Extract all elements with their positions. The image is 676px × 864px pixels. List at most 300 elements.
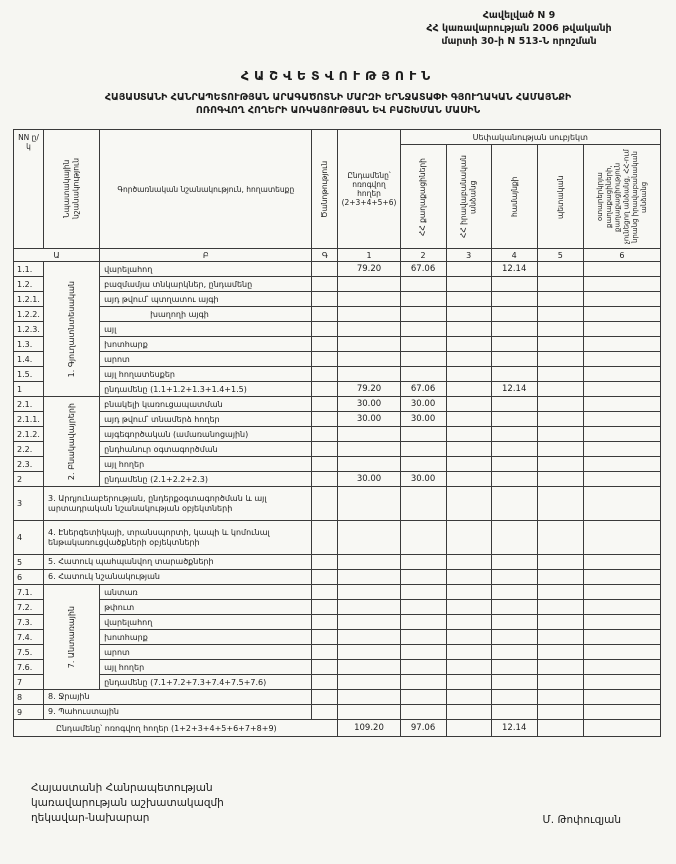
- value-legal-entities: [446, 705, 491, 720]
- value-legal-entities: [446, 397, 491, 412]
- value-legal-entities: [446, 277, 491, 292]
- value-foreign: [583, 427, 660, 442]
- value-total-irrigated: [338, 615, 400, 630]
- appendix-decree-year: ՀՀ կառավարության 2006 թվականի: [426, 22, 612, 34]
- value-total-irrigated: [338, 307, 400, 322]
- letter-col6: 6: [583, 249, 660, 262]
- value-state: [537, 585, 583, 600]
- row-label: խաղողի այգի: [100, 307, 312, 322]
- grand-total-row: [14, 720, 661, 737]
- value-state: [537, 630, 583, 645]
- table-row-2-1-2: [14, 427, 661, 442]
- value-foreign: [583, 292, 660, 307]
- note-cell: [312, 292, 338, 307]
- value-citizens: [400, 630, 446, 645]
- value-legal-entities: [446, 322, 491, 337]
- appendix-reference: [397, 10, 641, 48]
- value-community: [491, 397, 537, 412]
- value-state: [537, 292, 583, 307]
- value-total-irrigated: [338, 705, 400, 720]
- value-state: [537, 555, 583, 570]
- value-foreign: [583, 487, 660, 521]
- value-foreign: [583, 457, 660, 472]
- signatory-title: [31, 781, 224, 825]
- value-total-irrigated: 30.00: [338, 397, 400, 412]
- table-row-7: [14, 675, 661, 690]
- land-category-label-text: 7. Անտառային: [66, 606, 76, 669]
- row-label: խոտհարք: [100, 337, 312, 352]
- note-cell: [312, 382, 338, 397]
- value-community: [491, 690, 537, 705]
- value-citizens: [400, 570, 446, 585]
- value-total-irrigated: 79.20: [338, 382, 400, 397]
- table-row-2-1-1: [14, 412, 661, 427]
- value-legal-entities: [446, 337, 491, 352]
- value-foreign: [583, 412, 660, 427]
- value-legal-entities: [446, 600, 491, 615]
- value-citizens: [400, 322, 446, 337]
- value-state: [537, 427, 583, 442]
- table-row-1-2: [14, 277, 661, 292]
- value-citizens: [400, 645, 446, 660]
- header-community: [491, 145, 537, 249]
- note-cell: [312, 555, 338, 570]
- value-total-irrigated: [338, 645, 400, 660]
- header-state: [537, 145, 583, 249]
- value-total-irrigated: [338, 442, 400, 457]
- value-citizens: [400, 307, 446, 322]
- signature-block: [13, 781, 663, 825]
- header-citizens: [400, 145, 446, 249]
- row-number: 7.1.: [14, 585, 44, 600]
- row-label: այլ: [100, 322, 312, 337]
- value-legal-entities: [446, 675, 491, 690]
- value-foreign: [583, 660, 660, 675]
- letter-b: Բ: [100, 249, 312, 262]
- table-row-1: [14, 382, 661, 397]
- table-row-1-4: [14, 352, 661, 367]
- value-total-irrigated: 30.00: [338, 472, 400, 487]
- value-foreign: [583, 382, 660, 397]
- value-community: [491, 427, 537, 442]
- value-legal-entities: [446, 585, 491, 600]
- value-total-irrigated: [338, 555, 400, 570]
- row-number: 2.3.: [14, 457, 44, 472]
- note-cell: [312, 262, 338, 277]
- value-citizens: [400, 521, 446, 555]
- table-header: [14, 130, 661, 262]
- row-label: այգեգործական (ամառանոցային): [100, 427, 312, 442]
- value-state: [537, 367, 583, 382]
- row-label: ընդամենը (1.1+1.2+1.3+1.4+1.5): [100, 382, 312, 397]
- row-number: 1.2.1.: [14, 292, 44, 307]
- value-legal-entities: [446, 382, 491, 397]
- row-label: այլ հողատեսքեր: [100, 367, 312, 382]
- value-community: [491, 277, 537, 292]
- report-title-block: [13, 68, 663, 116]
- row-number: 7.2.: [14, 600, 44, 615]
- value-state: [537, 262, 583, 277]
- row-label: 9. Պահուստային: [44, 705, 312, 720]
- note-cell: [312, 322, 338, 337]
- value-legal-entities: [446, 262, 491, 277]
- value-citizens: [400, 442, 446, 457]
- row-label: այդ թվում՝ պտղատու այգի: [100, 292, 312, 307]
- value-total-irrigated: [338, 352, 400, 367]
- value-citizens: [400, 292, 446, 307]
- table-row-2-1: [14, 397, 661, 412]
- value-total-irrigated: 30.00: [338, 412, 400, 427]
- value-total-irrigated: 79.20: [338, 262, 400, 277]
- value-total-irrigated: [338, 690, 400, 705]
- value-state: [537, 457, 583, 472]
- value-citizens: [400, 660, 446, 675]
- value-state: [537, 412, 583, 427]
- table-row-2-3: [14, 457, 661, 472]
- note-cell: [312, 600, 338, 615]
- value-state: [537, 352, 583, 367]
- value-legal-entities: [446, 630, 491, 645]
- row-number: 3: [14, 487, 44, 521]
- header-row-main: [14, 130, 661, 145]
- header-row-letters: [14, 249, 661, 262]
- value-state: [537, 675, 583, 690]
- table-row-5: [14, 555, 661, 570]
- row-number: 1.2.3.: [14, 322, 44, 337]
- value-legal-entities: [446, 615, 491, 630]
- header-nn: NN ը/կ: [14, 130, 44, 249]
- row-label: արոտ: [100, 645, 312, 660]
- row-label: արոտ: [100, 352, 312, 367]
- value-total-irrigated: [338, 600, 400, 615]
- value-community: [491, 472, 537, 487]
- value-state: [537, 397, 583, 412]
- grand-total-community: 12.14: [491, 720, 537, 737]
- row-label: այլ հողեր: [100, 660, 312, 675]
- row-number: 7: [14, 675, 44, 690]
- header-foreign-text: օտարերկրյա քաղաքացիների, քաղաքացիություն չունեցող անձանց, ՀՀ-ում նրանց իրավաբանական անձանց: [595, 149, 648, 245]
- value-citizens: [400, 675, 446, 690]
- appendix-number: Հավելված N 9: [482, 10, 556, 21]
- letter-g: Գ: [312, 249, 338, 262]
- grand-total-state: [537, 720, 583, 737]
- table-row-1-2-3: [14, 322, 661, 337]
- note-cell: [312, 521, 338, 555]
- value-legal-entities: [446, 690, 491, 705]
- value-foreign: [583, 367, 660, 382]
- report-subtitle-subject: ՈՌՈԳՎՈՂ ՀՈՂԵՐԻ ԱՌԿԱՅՈՒԹՅԱՆ ԵՎ ԲԱՇԽՄԱՆ ՄԱՍԻՆ: [195, 105, 481, 117]
- value-state: [537, 382, 583, 397]
- value-state: [537, 442, 583, 457]
- value-community: [491, 705, 537, 720]
- header-community-text: համայնքի: [509, 176, 519, 218]
- header-citizens-text: ՀՀ քաղաքացիների: [418, 158, 428, 236]
- value-community: [491, 555, 537, 570]
- header-purpose-text: Նպատակային նշանակություն: [62, 158, 81, 220]
- row-label: բնակելի կառուցապատման: [100, 397, 312, 412]
- row-number: 7.4.: [14, 630, 44, 645]
- value-legal-entities: [446, 442, 491, 457]
- row-number: 1.2.: [14, 277, 44, 292]
- land-category-label: [44, 397, 100, 487]
- table-body: [14, 262, 661, 720]
- note-cell: [312, 412, 338, 427]
- value-citizens: 30.00: [400, 412, 446, 427]
- signatory-title-line3: ղեկավար-նախարար: [31, 811, 150, 824]
- value-legal-entities: [446, 660, 491, 675]
- value-total-irrigated: [338, 277, 400, 292]
- note-cell: [312, 457, 338, 472]
- note-cell: [312, 705, 338, 720]
- table-footer: [14, 720, 661, 737]
- value-total-irrigated: [338, 521, 400, 555]
- value-citizens: 30.00: [400, 397, 446, 412]
- row-label: անտառ: [100, 585, 312, 600]
- row-label: 4. Էներգետիկայի, տրանսպորտի, կապի և կոմունալ ենթակառուցվածքների օբյեկտների: [44, 521, 312, 555]
- note-cell: [312, 615, 338, 630]
- row-label: վարելահող: [100, 615, 312, 630]
- value-foreign: [583, 521, 660, 555]
- note-cell: [312, 397, 338, 412]
- value-citizens: 30.00: [400, 472, 446, 487]
- value-community: [491, 322, 537, 337]
- value-total-irrigated: [338, 322, 400, 337]
- value-total-irrigated: [338, 660, 400, 675]
- row-number: 8: [14, 690, 44, 705]
- value-foreign: [583, 322, 660, 337]
- table-row-7-1: [14, 585, 661, 600]
- table-row-3: [14, 487, 661, 521]
- row-label: այլ հողեր: [100, 457, 312, 472]
- value-state: [537, 600, 583, 615]
- value-citizens: 67.06: [400, 382, 446, 397]
- note-cell: [312, 585, 338, 600]
- table-row-7-3: [14, 615, 661, 630]
- value-total-irrigated: [338, 337, 400, 352]
- value-legal-entities: [446, 457, 491, 472]
- row-label: վարելահող: [100, 262, 312, 277]
- value-state: [537, 521, 583, 555]
- table-row-9: [14, 705, 661, 720]
- value-citizens: 67.06: [400, 262, 446, 277]
- value-citizens: [400, 615, 446, 630]
- table-row-1-2-2: [14, 307, 661, 322]
- note-cell: [312, 645, 338, 660]
- value-state: [537, 660, 583, 675]
- value-citizens: [400, 600, 446, 615]
- value-community: 12.14: [491, 382, 537, 397]
- row-label: ընդամենը (7.1+7.2+7.3+7.4+7.5+7.6): [100, 675, 312, 690]
- value-community: [491, 412, 537, 427]
- value-legal-entities: [446, 555, 491, 570]
- value-state: [537, 645, 583, 660]
- letter-col4: 4: [491, 249, 537, 262]
- header-ownership-group: Սեփականության սուբյեկտ: [400, 130, 660, 145]
- value-legal-entities: [446, 367, 491, 382]
- table-row-7-2: [14, 600, 661, 615]
- irrigated-lands-table: [13, 129, 661, 737]
- row-number: 1: [14, 382, 44, 397]
- row-number: 7.6.: [14, 660, 44, 675]
- value-state: [537, 472, 583, 487]
- value-citizens: [400, 705, 446, 720]
- row-number: 1.4.: [14, 352, 44, 367]
- value-state: [537, 705, 583, 720]
- value-community: [491, 660, 537, 675]
- report-subtitle-community: ՀԱՅԱՍՏԱՆԻ ՀԱՆՐԱՊԵՏՈՒԹՅԱՆ ԱՐԱԳԱԾՈՏՆԻ ՄԱՐԶԻ ԵՐՆՋԱՏԱՓԻ ԳՅՈՒՂԱԿԱՆ ՀԱՄԱՅՆՔԻ: [104, 92, 572, 104]
- row-number: 5: [14, 555, 44, 570]
- grand-total-irrigated: 109.20: [338, 720, 400, 737]
- value-legal-entities: [446, 307, 491, 322]
- value-community: [491, 457, 537, 472]
- value-community: [491, 487, 537, 521]
- table-row-7-4: [14, 630, 661, 645]
- value-state: [537, 307, 583, 322]
- value-foreign: [583, 690, 660, 705]
- row-number: 1.2.2.: [14, 307, 44, 322]
- value-community: [491, 630, 537, 645]
- value-total-irrigated: [338, 367, 400, 382]
- row-label: 6. Հատուկ նշանակության: [44, 570, 312, 585]
- row-label: բազմամյա տնկարկներ, ընդամենը: [100, 277, 312, 292]
- value-state: [537, 277, 583, 292]
- land-category-label-text: 2. Բնակավայրերի: [66, 403, 76, 481]
- value-state: [537, 570, 583, 585]
- row-label: խոտհարք: [100, 630, 312, 645]
- value-citizens: [400, 277, 446, 292]
- value-state: [537, 615, 583, 630]
- header-foreign: [583, 145, 660, 249]
- value-foreign: [583, 600, 660, 615]
- note-cell: [312, 660, 338, 675]
- note-cell: [312, 630, 338, 645]
- value-foreign: [583, 442, 660, 457]
- note-cell: [312, 472, 338, 487]
- signatory-title-line1: Հայաստանի Հանրապետության: [31, 782, 213, 795]
- header-functional: Գործառնական նշանակություն, հողատեսքը: [100, 130, 312, 249]
- note-cell: [312, 690, 338, 705]
- value-citizens: [400, 690, 446, 705]
- table-row-4: [14, 521, 661, 555]
- note-cell: [312, 442, 338, 457]
- row-number: 1.3.: [14, 337, 44, 352]
- value-legal-entities: [446, 412, 491, 427]
- letter-col1: 1: [338, 249, 400, 262]
- row-label: թփուտ: [100, 600, 312, 615]
- value-foreign: [583, 615, 660, 630]
- note-cell: [312, 427, 338, 442]
- note-cell: [312, 352, 338, 367]
- note-cell: [312, 337, 338, 352]
- value-foreign: [583, 337, 660, 352]
- row-label: ընդհանուր օգտագործման: [100, 442, 312, 457]
- value-foreign: [583, 645, 660, 660]
- header-note-text: Ծանոթություն: [320, 160, 330, 219]
- row-label: 8. Ջրային: [44, 690, 312, 705]
- value-legal-entities: [446, 521, 491, 555]
- note-cell: [312, 675, 338, 690]
- value-citizens: [400, 555, 446, 570]
- land-category-label: [44, 585, 100, 690]
- header-note: [312, 130, 338, 249]
- land-category-label: [44, 262, 100, 397]
- value-state: [537, 487, 583, 521]
- value-foreign: [583, 585, 660, 600]
- row-label: ընդամենը (2.1+2.2+2.3): [100, 472, 312, 487]
- header-legal-entities: [446, 145, 491, 249]
- value-community: [491, 645, 537, 660]
- note-cell: [312, 277, 338, 292]
- value-legal-entities: [446, 645, 491, 660]
- value-citizens: [400, 585, 446, 600]
- row-number: 9: [14, 705, 44, 720]
- value-citizens: [400, 487, 446, 521]
- grand-total-label: Ընդամենը՝ ոռոգվող հողեր (1+2+3+4+5+6+7+8+9): [14, 720, 338, 737]
- value-citizens: [400, 367, 446, 382]
- value-community: [491, 367, 537, 382]
- row-number: 2.1.: [14, 397, 44, 412]
- value-total-irrigated: [338, 630, 400, 645]
- value-foreign: [583, 307, 660, 322]
- letter-col2: 2: [400, 249, 446, 262]
- value-legal-entities: [446, 487, 491, 521]
- value-foreign: [583, 705, 660, 720]
- note-cell: [312, 367, 338, 382]
- value-legal-entities: [446, 292, 491, 307]
- table-row-1-2-1: [14, 292, 661, 307]
- table-row-6: [14, 570, 661, 585]
- land-category-label-text: 1. Գյուղատնտեսական: [66, 281, 76, 378]
- value-citizens: [400, 337, 446, 352]
- value-total-irrigated: [338, 585, 400, 600]
- table-row-7-6: [14, 660, 661, 675]
- value-legal-entities: [446, 570, 491, 585]
- value-foreign: [583, 675, 660, 690]
- note-cell: [312, 307, 338, 322]
- header-total-irrigated: Ընդամենը՝ ոռոգվող հողեր (2+3+4+5+6): [338, 130, 400, 249]
- header-state-text: պետական: [555, 175, 565, 219]
- value-community: [491, 675, 537, 690]
- note-cell: [312, 487, 338, 521]
- note-cell: [312, 570, 338, 585]
- value-community: 12.14: [491, 262, 537, 277]
- value-foreign: [583, 277, 660, 292]
- value-total-irrigated: [338, 427, 400, 442]
- value-total-irrigated: [338, 675, 400, 690]
- value-community: [491, 585, 537, 600]
- row-label: 5. Հատուկ պահպանվող տարածքների: [44, 555, 312, 570]
- grand-total-citizens: 97.06: [400, 720, 446, 737]
- value-community: [491, 442, 537, 457]
- value-community: [491, 615, 537, 630]
- value-total-irrigated: [338, 487, 400, 521]
- row-number: 2: [14, 472, 44, 487]
- grand-total-legal-entities: [446, 720, 491, 737]
- value-legal-entities: [446, 427, 491, 442]
- table-row-8: [14, 690, 661, 705]
- value-state: [537, 690, 583, 705]
- report-title: ՀԱՇՎԵՏՎՈՒԹՅՈՒՆ: [240, 68, 436, 84]
- value-citizens: [400, 427, 446, 442]
- value-legal-entities: [446, 472, 491, 487]
- value-community: [491, 521, 537, 555]
- value-foreign: [583, 262, 660, 277]
- row-label: 3. Արդյունաբերության, ընդերքօգտագործման և այլ արտադրական նշանակության օբյեկտների: [44, 487, 312, 521]
- row-number: 2.1.1.: [14, 412, 44, 427]
- value-legal-entities: [446, 352, 491, 367]
- row-number: 7.5.: [14, 645, 44, 660]
- value-community: [491, 600, 537, 615]
